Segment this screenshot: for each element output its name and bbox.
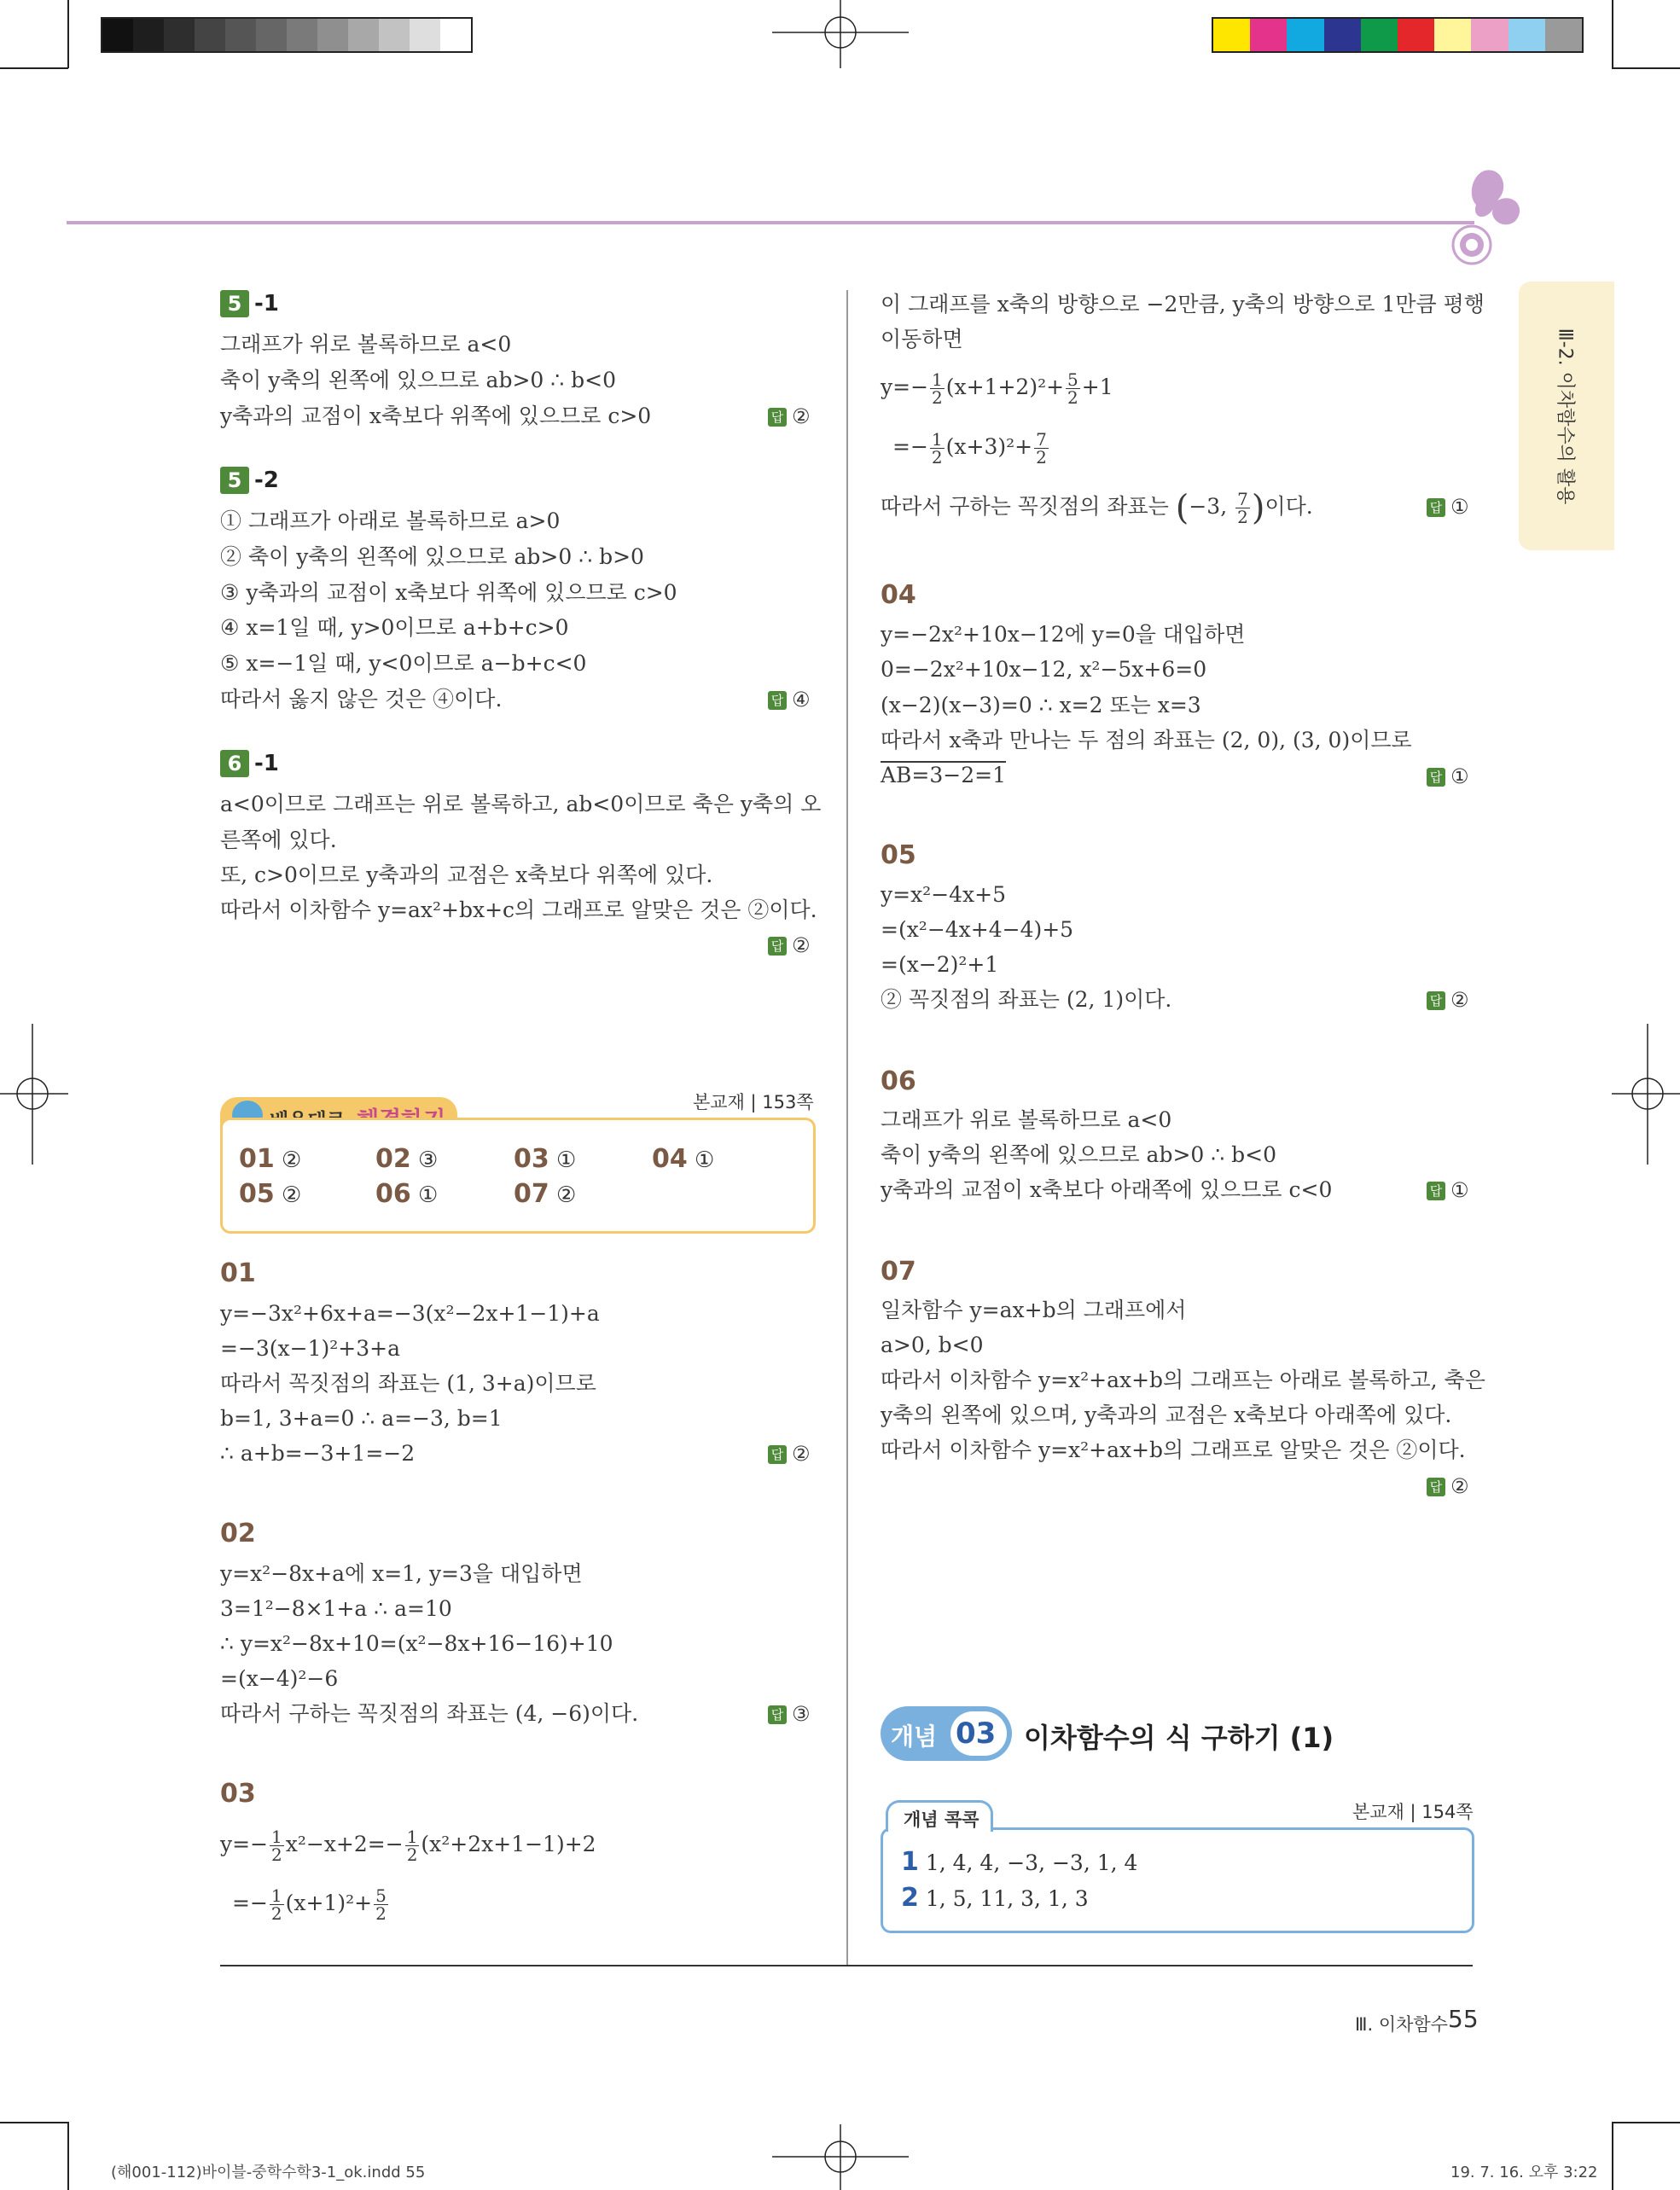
answer-mark: 답 ③ xyxy=(768,1702,811,1726)
flower-ornament-icon xyxy=(1433,158,1527,273)
problem-badge-number: 5 xyxy=(220,290,249,317)
crop-mark xyxy=(1612,2122,1680,2123)
solution-line: y=x²−8x+a에 x=1, y=3을 대입하면 xyxy=(220,1561,583,1586)
solution-line: 그래프가 위로 볼록하므로 a<0 xyxy=(881,1107,1172,1132)
crop-mark xyxy=(1612,2122,1613,2190)
question-number: 02 xyxy=(220,1519,256,1548)
solution-line: =(x−2)²+1 xyxy=(881,952,999,977)
solution-line: 따라서 이차함수 y=x²+ax+b의 그래프는 아래로 볼록하고, 축은 xyxy=(881,1368,1485,1392)
summary-item: 02 ③ xyxy=(375,1144,439,1174)
solution-line: =− $\frac{1}{2}$ (x+3)²+ $\frac{7}{2}$ xyxy=(892,429,1047,468)
problem-badge-sub: -2 xyxy=(254,468,279,493)
solution-line: y축과의 교점이 x축보다 위쪽에 있으므로 c>0 xyxy=(220,404,652,428)
solution-line: ⑤ x=−1일 때, y<0이므로 a−b+c<0 xyxy=(220,651,587,676)
print-registration-bar-color xyxy=(1212,17,1584,53)
crosshair-mark-left xyxy=(0,1024,68,1165)
question-number: 04 xyxy=(881,580,916,610)
header-rule xyxy=(67,221,1474,224)
print-date-info: 19. 7. 16. 오후 3:22 xyxy=(1450,2164,1598,2181)
summary-box xyxy=(220,1118,816,1234)
solution-line: 따라서 꼭짓점의 좌표는 (1, 3+a)이므로 xyxy=(220,1371,596,1396)
summary-item: 05 ② xyxy=(239,1179,302,1209)
answer-mark: 답 ① xyxy=(1427,764,1469,788)
solution-line: 3=1²−8×1+a ∴ a=10 xyxy=(220,1596,452,1621)
concept-check-ref: 본교재 | 154쪽 xyxy=(1352,1802,1474,1822)
solution-line: 따라서 구하는 꼭짓점의 좌표는 (4, −6)이다. xyxy=(220,1701,639,1726)
solution-line: 축이 y축의 왼쪽에 있으므로 ab>0 ∴ b<0 xyxy=(881,1142,1276,1167)
summary-ref: 본교재 | 153쪽 xyxy=(693,1092,814,1112)
answer-mark: 답 ① xyxy=(1427,1178,1469,1202)
solution-line: 따라서 x축과 만나는 두 점의 좌표는 (2, 0), (3, 0)이므로 xyxy=(881,728,1412,752)
solution-line: 따라서 이차함수 y=ax²+bx+c의 그래프로 알맞은 것은 ②이다. xyxy=(220,897,817,922)
question-number: 07 xyxy=(881,1257,916,1287)
question-number: 01 xyxy=(220,1258,256,1288)
problem-badge-sub: -1 xyxy=(254,751,279,776)
concept-badge xyxy=(881,1706,1012,1761)
solution-line: AB=3−2=1 xyxy=(881,763,1006,787)
crosshair-mark-top xyxy=(772,0,909,68)
solution-line: 또, c>0이므로 y축과의 교점은 x축보다 위쪽에 있다. xyxy=(220,863,713,887)
solution-line: ② 꼭짓점의 좌표는 (2, 1)이다. xyxy=(881,987,1172,1012)
print-file-info: (해001-112)바이블-중학수학3-1_ok.indd 55 xyxy=(111,2164,426,2181)
solution-line: b=1, 3+a=0 ∴ a=−3, b=1 xyxy=(220,1406,503,1431)
solution-line: ∴ a+b=−3+1=−2 xyxy=(220,1441,416,1466)
crop-mark xyxy=(1612,67,1680,69)
answer-mark: 답 ② xyxy=(768,404,811,428)
answer-mark: 답 ④ xyxy=(768,688,811,712)
crop-mark xyxy=(1612,0,1613,68)
solution-line: y=x²−4x+5 xyxy=(881,882,1006,907)
crosshair-mark-bottom xyxy=(772,2124,909,2190)
solution-line: 이 그래프를 x축의 방향으로 −2만큼, y축의 방향으로 1만큼 평행 xyxy=(881,292,1485,317)
solution-line: (x−2)(x−3)=0 ∴ x=2 또는 x=3 xyxy=(881,693,1201,717)
crop-mark xyxy=(67,0,69,68)
solution-line: y=−2x²+10x−12에 y=0을 대입하면 xyxy=(881,622,1246,647)
solution-line: 0=−2x²+10x−12, x²−5x+6=0 xyxy=(881,657,1207,682)
solution-line: 따라서 옳지 않은 것은 ④이다. xyxy=(220,687,503,712)
column-divider xyxy=(846,290,848,1966)
solution-line: ② 축이 y축의 왼쪽에 있으므로 ab>0 ∴ b>0 xyxy=(220,544,644,569)
solution-line: a<0이므로 그래프는 위로 볼록하고, ab<0이므로 축은 y축의 오 xyxy=(220,792,822,816)
concept-title: 이차함수의 식 구하기 (1) xyxy=(1024,1722,1334,1754)
chapter-side-tab xyxy=(1519,282,1614,550)
crop-mark xyxy=(67,2122,69,2190)
answer-mark: 답 ② xyxy=(768,1442,811,1466)
solution-line: ① 그래프가 아래로 볼록하므로 a>0 xyxy=(220,508,561,533)
solution-line: a>0, b<0 xyxy=(881,1333,984,1357)
footer-chapter: Ⅲ. 이차함수 xyxy=(1355,2014,1448,2035)
problem-badge-number: 6 xyxy=(220,750,249,777)
chapter-side-tab-label: Ⅲ-2. 이차함수의 활용 xyxy=(1554,328,1576,504)
summary-item: 01 ② xyxy=(239,1144,302,1174)
problem-badge-number: 5 xyxy=(220,467,249,494)
answer-mark: 답 ② xyxy=(1427,988,1469,1012)
summary-item: 03 ① xyxy=(514,1144,577,1174)
question-number: 06 xyxy=(881,1066,916,1096)
crop-mark xyxy=(0,67,68,69)
concept-check-tab xyxy=(886,1800,993,1832)
solution-line: 일차함수 y=ax+b의 그래프에서 xyxy=(881,1298,1187,1322)
concept-number: 03 xyxy=(956,1717,997,1751)
solution-line: y=− $\frac{1}{2}$ (x+1+2)²+ $\frac{5}{2}$ +1 xyxy=(881,369,1113,408)
solution-line: y축의 왼쪽에 있으며, y축과의 교점은 x축보다 아래쪽에 있다. xyxy=(881,1403,1452,1427)
concept-check-row: 2 1, 5, 11, 3, 1, 3 xyxy=(901,1883,1089,1913)
print-registration-bar-grayscale xyxy=(101,17,473,53)
concept-check-title: 개념 콕콕 xyxy=(904,1810,980,1830)
solution-line: 이동하면 xyxy=(881,327,963,351)
crosshair-mark-right xyxy=(1612,1024,1680,1165)
solution-line: 그래프가 위로 볼록하므로 a<0 xyxy=(220,332,512,357)
solution-line: ④ x=1일 때, y>0이므로 a+b+c>0 xyxy=(220,615,569,640)
question-number: 03 xyxy=(220,1779,256,1809)
answer-mark: 답 ② xyxy=(1427,1474,1469,1498)
solution-line: 른쪽에 있다. xyxy=(220,828,337,852)
solution-line: y축과의 교점이 x축보다 아래쪽에 있으므로 c<0 xyxy=(881,1177,1333,1202)
concept-label: 개념 xyxy=(891,1722,938,1751)
crop-mark xyxy=(0,2122,68,2123)
solution-line: =(x²−4x+4−4)+5 xyxy=(881,917,1074,942)
summary-item: 04 ① xyxy=(652,1144,715,1174)
bottom-rule xyxy=(220,1965,1473,1966)
solution-line: =− $\frac{1}{2}$ (x+1)²+ $\frac{5}{2}$ xyxy=(232,1885,387,1924)
concept-check-box xyxy=(881,1827,1474,1933)
answer-mark: 답 ① xyxy=(1427,495,1469,519)
problem-badge-sub: -1 xyxy=(254,291,279,317)
page-number: 55 xyxy=(1448,2005,1479,2033)
summary-item: 07 ② xyxy=(514,1179,577,1209)
answer-mark: 답 ② xyxy=(768,933,811,957)
solution-line: =−3(x−1)²+3+a xyxy=(220,1336,400,1361)
solution-line: ③ y축과의 교점이 x축보다 위쪽에 있으므로 c>0 xyxy=(220,580,677,605)
solution-line: 따라서 이차함수 y=x²+ax+b의 그래프로 알맞은 것은 ②이다. xyxy=(881,1438,1466,1462)
concept-check-row: 1 1, 4, 4, −3, −3, 1, 4 xyxy=(901,1847,1138,1877)
solution-line: 따라서 구하는 꼭짓점의 좌표는 (−3, $\frac{7}{2}$ )이다. xyxy=(881,488,1313,528)
solution-line: y=− $\frac{1}{2}$ x²−x+2=− $\frac{1}{2}$ (x²+2x+1−1)+2 xyxy=(220,1827,596,1865)
solution-line: ∴ y=x²−8x+10=(x²−8x+16−16)+10 xyxy=(220,1631,613,1656)
summary-item: 06 ① xyxy=(375,1179,439,1209)
solution-line: 축이 y축의 왼쪽에 있으므로 ab>0 ∴ b<0 xyxy=(220,368,616,392)
solution-line: y=−3x²+6x+a=−3(x²−2x+1−1)+a xyxy=(220,1301,600,1326)
question-number: 05 xyxy=(881,840,916,870)
solution-line: =(x−4)²−6 xyxy=(220,1666,339,1691)
